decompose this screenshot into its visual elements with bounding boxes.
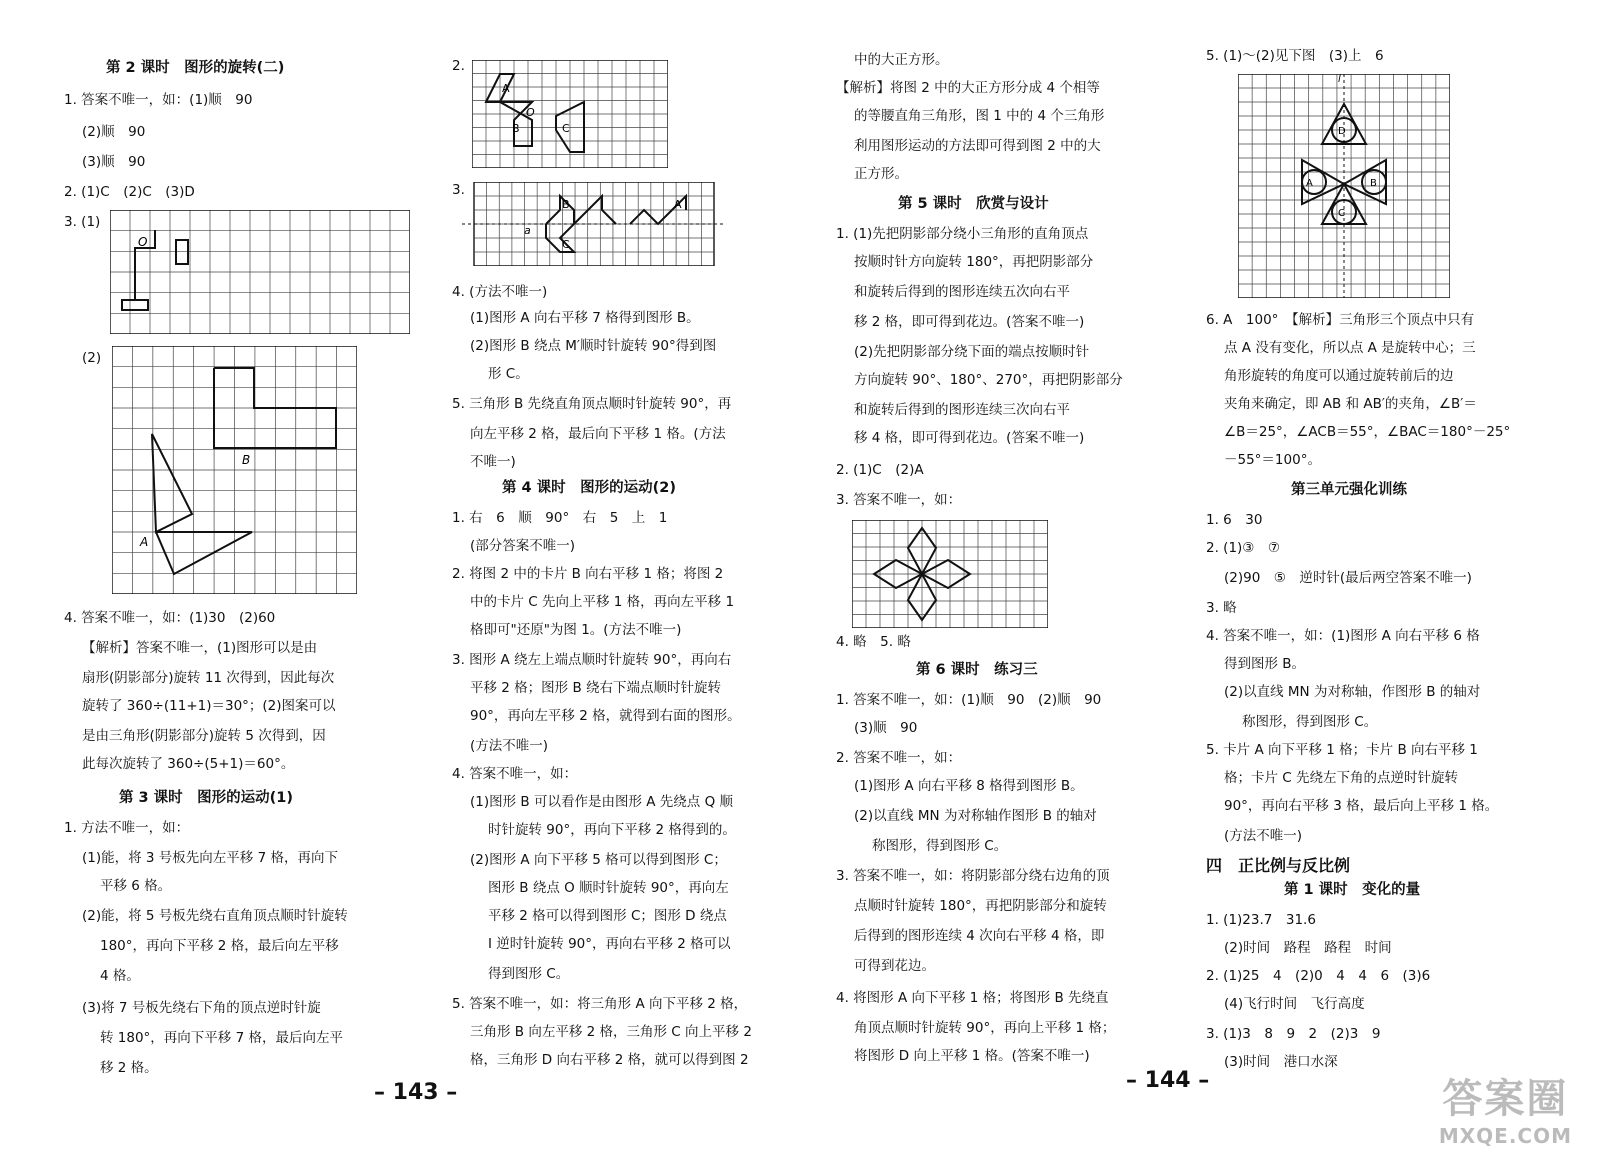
col2-line: 5. 三角形 B 先绕直角顶点顺时针旋转 90°，再 [452, 396, 732, 412]
col2-line: 2. 将图 2 中的卡片 B 向右平移 1 格；将图 2 [452, 566, 724, 582]
col1-line: (2)顺 90 [82, 124, 146, 140]
col1-line: 转 180°，再向下平移 7 格，最后向左平 [100, 1030, 343, 1046]
col3-line: 3. 答案不唯一，如：将阴影部分绕右边角的顶 [836, 868, 1110, 884]
col1-line: 旋转了 360÷(11+1)＝30°；(2)图案可以 [82, 698, 336, 714]
col1-line: 2. (1)C (2)C (3)D [64, 184, 195, 200]
col3-line: 移 4 格，即可得到花边。(答案不唯一) [854, 430, 1085, 446]
col1-line: (1)能，将 3 号板先向左平移 7 格，再向下 [82, 850, 338, 866]
label-b: B [1370, 178, 1377, 189]
col2-line: (1)图形 B 可以看作是由图形 A 先绕点 Q 顺 [470, 794, 733, 810]
col2-line: 2. [452, 58, 465, 74]
small-rectangle [176, 240, 188, 264]
col3-line: 方向旋转 90°、180°、270°，再把阴影部分 [854, 372, 1123, 388]
col4-line: －55°＝100°。 [1224, 452, 1321, 468]
col1-line: 【解析】答案不唯一，(1)图形可以是由 [82, 640, 318, 656]
label-o: O [526, 106, 535, 119]
label-a: A [1306, 178, 1313, 189]
label-b: B [242, 453, 251, 467]
col2-line: 三角形 B 向左平移 2 格，三角形 C 向上平移 2 [470, 1024, 752, 1040]
label-a: A [502, 82, 510, 95]
col1-line: (3)顺 90 [82, 154, 146, 170]
col1-line: 第 3 课时 图形的运动(1) [119, 790, 294, 806]
col3-line: 2. 答案不唯一，如： [836, 750, 962, 766]
col1-line: 移 2 格。 [100, 1060, 158, 1076]
col4-line: (方法不唯一) [1224, 828, 1303, 844]
col2-line: 图形 B 绕点 O 顺时针旋转 90°，再向左 [488, 880, 729, 896]
col2-line: 向左平移 2 格，最后向下平移 1 格。(方法 [470, 426, 726, 442]
triangle-1 [152, 434, 192, 532]
col2-line: 格即可"还原"为图 1。(方法不唯一) [470, 622, 682, 638]
col3-line: 1. 答案不唯一，如：(1)顺 90 (2)顺 90 [836, 692, 1102, 708]
col3-line: 1. (1)先把阴影部分绕小三角形的直角顶点 [836, 226, 1089, 242]
col4-line: (4)飞行时间 飞行高度 [1224, 996, 1365, 1012]
col3-line: 按顺时针方向旋转 180°，再把阴影部分 [854, 254, 1094, 270]
col4-line: 5. 卡片 A 向下平移 1 格；卡片 B 向右平移 1 [1206, 742, 1478, 758]
col2-line: 时针旋转 90°，再向下平移 2 格得到的。 [488, 822, 736, 838]
col4-line: 夹角来确定，即 AB 和 AB′的夹角，∠B′＝ [1224, 396, 1477, 412]
grid-lines [110, 210, 410, 334]
col3-line: 4. 略 5. 略 [836, 634, 911, 650]
col1-line: 4. 答案不唯一，如：(1)30 (2)60 [64, 610, 276, 626]
col1-line: 180°，再向下平移 2 格，最后向左平移 [100, 938, 339, 954]
col2-line: 形 C。 [488, 366, 529, 382]
col1-line: (2) [82, 350, 102, 366]
col1-line: 1. 方法不唯一，如： [64, 820, 190, 836]
label-a: A [140, 535, 149, 549]
figure-col2-2-grid [472, 60, 668, 168]
col4-line: 点 A 没有变化，所以点 A 是旋转中心；三 [1224, 340, 1476, 356]
col4-line: 3. (1)3 8 9 2 (2)3 9 [1206, 1026, 1381, 1042]
label-c: C [562, 238, 570, 251]
label-b: B [562, 198, 570, 211]
col4-line: 5. (1)～(2)见下图 (3)上 6 [1206, 48, 1384, 64]
col4-line: (2)以直线 MN 为对称轴，作图形 B 的轴对 [1224, 684, 1481, 700]
col2-line: (部分答案不唯一) [470, 538, 576, 554]
col2-line: 格，三角形 D 向右平移 2 格，就可以得到图 2 [470, 1052, 749, 1068]
watermark [1439, 1067, 1572, 1148]
col4-line: 称图形，得到图形 C。 [1242, 714, 1378, 730]
col3-line: 【解析】将图 2 中的大正方形分成 4 个相等 [836, 80, 1100, 96]
col4-line: (2)90 ⑤ 逆时针(最后两空答案不唯一) [1224, 570, 1472, 586]
col4-line: (3)时间 港口水深 [1224, 1054, 1338, 1070]
col2-line: 3. 图形 A 绕左上端点顺时针旋转 90°，再向右 [452, 652, 732, 668]
col4-line: 四 正比例与反比例 [1206, 856, 1351, 875]
col4-line: 2. (1)25 4 (2)0 4 4 6 (3)6 [1206, 968, 1431, 984]
col3-line: 第 6 课时 练习三 [916, 662, 1038, 678]
col3-line: (2)以直线 MN 为对称轴作图形 B 的轴对 [854, 808, 1097, 824]
col2-line: 4. 答案不唯一，如： [452, 766, 578, 782]
col4-line: ∠B＝25°，∠ACB＝55°，∠BAC＝180°－25° [1224, 424, 1511, 440]
col4-line: 1. (1)23.7 31.6 [1206, 912, 1316, 928]
col2-line: 第 4 课时 图形的运动(2) [502, 480, 677, 496]
figure-col3-3-grid [852, 520, 1048, 628]
col3-line: 正方形。 [854, 166, 908, 182]
label-o: O [138, 235, 148, 249]
col4-line: 第 1 课时 变化的量 [1284, 882, 1421, 898]
col2-line: 1. 右 6 顺 90° 右 5 上 1 [452, 510, 668, 526]
col3-line: 可得到花边。 [854, 958, 935, 974]
watermark-top: 答案圈 [1442, 1076, 1569, 1122]
label-a-line: a [524, 224, 531, 237]
label-a: A [674, 198, 682, 211]
col1-line: (2)能，将 5 号板先绕右直角顶点顺时针旋转 [82, 908, 348, 924]
col3-line: 第 5 课时 欣赏与设计 [898, 196, 1049, 212]
col1-line: 是由三角形(阴影部分)旋转 5 次得到，因 [82, 728, 326, 744]
col4-line: 第三单元强化训练 [1291, 482, 1407, 498]
col1-line: 3. (1) [64, 214, 101, 230]
col4-line: 4. 答案不唯一，如：(1)图形 A 向右平移 6 格 [1206, 628, 1480, 644]
col3-line: 点顺时针旋转 180°，再把阴影部分和旋转 [854, 898, 1107, 914]
figure-3-1-grid [110, 210, 410, 334]
col2-line: 中的卡片 C 先向上平移 1 格，再向左平移 1 [470, 594, 735, 610]
col3-line: 的等腰直角三角形，图 1 中的 4 个三角形 [854, 108, 1105, 124]
col4-line: 格；卡片 C 先绕左下角的点逆时针旋转 [1224, 770, 1459, 786]
col4-line: (2)时间 路程 路程 时间 [1224, 940, 1392, 956]
page-number-right: – 144 – [1126, 1068, 1210, 1093]
col4-line: 角形旋转的角度可以通过旋转前后的边 [1224, 368, 1454, 384]
col2-line: I 逆时针旋转 90°，再向右平移 2 格可以 [488, 936, 731, 952]
col2-line: (2)图形 A 向下平移 5 格可以得到图形 C； [470, 852, 727, 868]
col2-line: 3. [452, 182, 465, 198]
figure-col2-3-grid [462, 182, 726, 266]
col3-line: 4. 将图形 A 向下平移 1 格；将图形 B 先绕直 [836, 990, 1109, 1006]
col3-line: 和旋转后得到的图形连续五次向右平 [854, 284, 1070, 300]
col3-line: (1)图形 A 向右平移 8 格得到图形 B。 [854, 778, 1084, 794]
col3-line: 2. (1)C (2)A [836, 462, 924, 478]
col3-line: 移 2 格，即可得到花边。(答案不唯一) [854, 314, 1085, 330]
col2-line: 5. 答案不唯一，如：将三角形 A 向下平移 2 格， [452, 996, 748, 1012]
col1-line: 平移 6 格。 [100, 878, 172, 894]
col1-line: (3)将 7 号板先绕右下角的顶点逆时针旋 [82, 1000, 321, 1016]
col2-line: 平移 2 格可以得到图形 C；图形 D 绕点 [488, 908, 727, 924]
col4-line: 1. 6 30 [1206, 512, 1263, 528]
col3-line: 中的大正方形。 [854, 52, 949, 68]
col1-line: 扇形(阴影部分)旋转 11 次得到，因此每次 [82, 670, 335, 686]
col3-line: 利用图形运动的方法即可得到图 2 中的大 [854, 138, 1101, 154]
col3-line: 和旋转后得到的图形连续三次向右平 [854, 402, 1070, 418]
col2-line: 90°，再向左平移 2 格，就得到右面的图形。 [470, 708, 741, 724]
col1-line: 4 格。 [100, 968, 140, 984]
col2-line: (1)图形 A 向右平移 7 格得到图形 B。 [470, 310, 700, 326]
col3-line: 将图形 D 向上平移 1 格。(答案不唯一) [854, 1048, 1090, 1064]
col1-line: 第 2 课时 图形的旋转(二) [106, 60, 285, 76]
col2-line: 不唯一) [470, 454, 516, 470]
col4-line: 3. 略 [1206, 600, 1237, 616]
page-number-left: – 143 – [374, 1080, 458, 1105]
col3-line: 称图形，得到图形 C。 [872, 838, 1008, 854]
figure-3-2-grid [112, 346, 357, 594]
label-d: D [1338, 126, 1346, 137]
col4-line: 6. A 100° 【解析】三角形三个顶点中只有 [1206, 312, 1475, 328]
col3-line: 3. 答案不唯一，如： [836, 492, 962, 508]
label-c: C [1338, 208, 1345, 219]
label-l: l [1338, 74, 1341, 85]
col2-line: 4. (方法不唯一) [452, 284, 548, 300]
watermark-bottom: MXQE.COM [1438, 1124, 1572, 1148]
col1-line: 1. 答案不唯一，如：(1)顺 90 [64, 92, 253, 108]
col4-line: 2. (1)③ ⑦ [1206, 540, 1280, 556]
col3-line: 后得到的图形连续 4 次向右平移 4 格，即 [854, 928, 1105, 944]
label-c: C [562, 122, 570, 135]
col1-line: 此每次旋转了 360÷(5+1)＝60°。 [82, 756, 295, 772]
col2-line: 平移 2 格；图形 B 绕右下端点顺时针旋转 [470, 680, 722, 696]
col3-line: (2)先把阴影部分绕下面的端点按顺时针 [854, 344, 1090, 360]
label-b: B [512, 122, 520, 135]
col4-line: 90°，再向右平移 3 格，最后向上平移 1 格。 [1224, 798, 1499, 814]
col3-line: 角顶点顺时针旋转 90°，再向上平移 1 格； [854, 1020, 1116, 1036]
col2-line: (方法不唯一) [470, 738, 549, 754]
col2-line: 得到图形 C。 [488, 966, 570, 982]
figure-col4-5-grid [1238, 74, 1450, 298]
col2-line: (2)图形 B 绕点 M′顺时针旋转 90°得到图 [470, 338, 717, 354]
col3-line: (3)顺 90 [854, 720, 918, 736]
col4-line: 得到图形 B。 [1224, 656, 1306, 672]
